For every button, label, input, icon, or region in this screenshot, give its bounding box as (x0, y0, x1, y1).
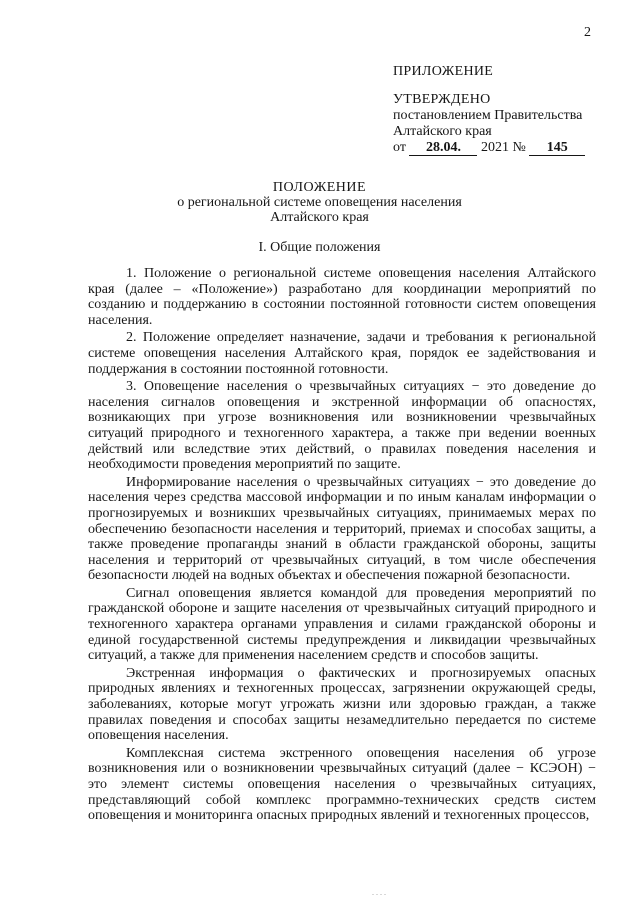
date-value: 28.04. (409, 141, 477, 156)
paragraph-2: 2. Положение определяет назначение, задачи и требования к региональной системе оповещения населения Алтайского края, порядок ее задействования и поддержания в состоянии постоянной готовности. (88, 330, 596, 377)
paragraph-1: 1. Положение о региональной системе оповещения населения Алтайского края (далее – «Положение») разработано для координации мероприятий по созданию и поддержанию в состоянии постоянной готовности систем оповещения населения. (88, 266, 596, 328)
section-heading: I. Общие положения (258, 240, 381, 255)
approval-block (393, 64, 633, 156)
document-title: ПОЛОЖЕНИЕ (272, 180, 367, 195)
number-sign: № (512, 140, 526, 155)
title-line-2: о региональной системе оповещения населения (177, 195, 462, 210)
page-number: 2 (584, 25, 591, 40)
paragraph-4: Информирование населения о чрезвычайных ситуациях − это доведение до населения через средства массовой информации и по иным каналам информации о прогнозируемых и возникших чрезвычайных ситуациях, принимаемых мерах по обеспечению безопасности населения и территорий, приемах и способах защиты, а также проведение пропаганды знаний в области гражданской обороны, защиты населения и территорий от чрезвычайных ситуаций, в том числе обеспечения безопасности людей на водных объектах и обеспечения пожарной безопасности. (88, 474, 596, 584)
title-line-3: Алтайского края (270, 210, 369, 225)
paragraph-3: 3. Оповещение населения о чрезвычайных ситуациях − это доведение до населения сигналов оповещения и экстренной информации об опасностях, возникающих при угрозе возникновения или возникновении чрезвычайных ситуаций природного и техногенного характера, а также при ведении военных действий или вследствие этих действий, о правилах поведения населения и необходимости проведения мероприятий по защите. (88, 379, 596, 473)
appendix-label: ПРИЛОЖЕНИЕ (393, 64, 494, 79)
date-prefix: от (393, 140, 406, 155)
number-value: 145 (529, 141, 585, 156)
approved-label: УТВЕРЖДЕНО (393, 92, 491, 107)
body-text (88, 266, 596, 826)
paragraph-7: Комплексная система экстренного оповещения населения об угрозе возникновения или о возникновении чрезвычайных ситуаций (далее − КСЭОН) − это элемент системы оповещения населения о чрезвычайных ситуациях, представляющий собой комплекс программно-технических средств систем оповещения и мониторинга опасных природных явлений и техногенных процессов, (88, 745, 596, 824)
date-year: 2021 (480, 140, 509, 155)
footer-mark: . . . . (372, 888, 386, 897)
region-line: Алтайского края (393, 124, 492, 139)
title-block (0, 180, 639, 225)
paragraph-6: Экстренная информация о фактических и прогнозируемых опасных природных явлениях и техногенных процессах, загрязнении окружающей среды, заболеваниях, которые могут угрожать жизни или здоровью граждан, а также правилах поведения и способах защиты незамедлительно передается по системе оповещения населения. (88, 665, 596, 744)
decree-line: постановлением Правительства (393, 108, 583, 123)
date-line (393, 140, 633, 156)
paragraph-5: Сигнал оповещения является командой для проведения мероприятий по гражданской обороне и защите населения от чрезвычайных ситуаций природного и техногенного характера органами управления и силами гражданской обороны и единой государственной системы предупреждения и ликвидации чрезвычайных ситуаций, а также для применения населением средств и способов защиты. (88, 585, 596, 664)
